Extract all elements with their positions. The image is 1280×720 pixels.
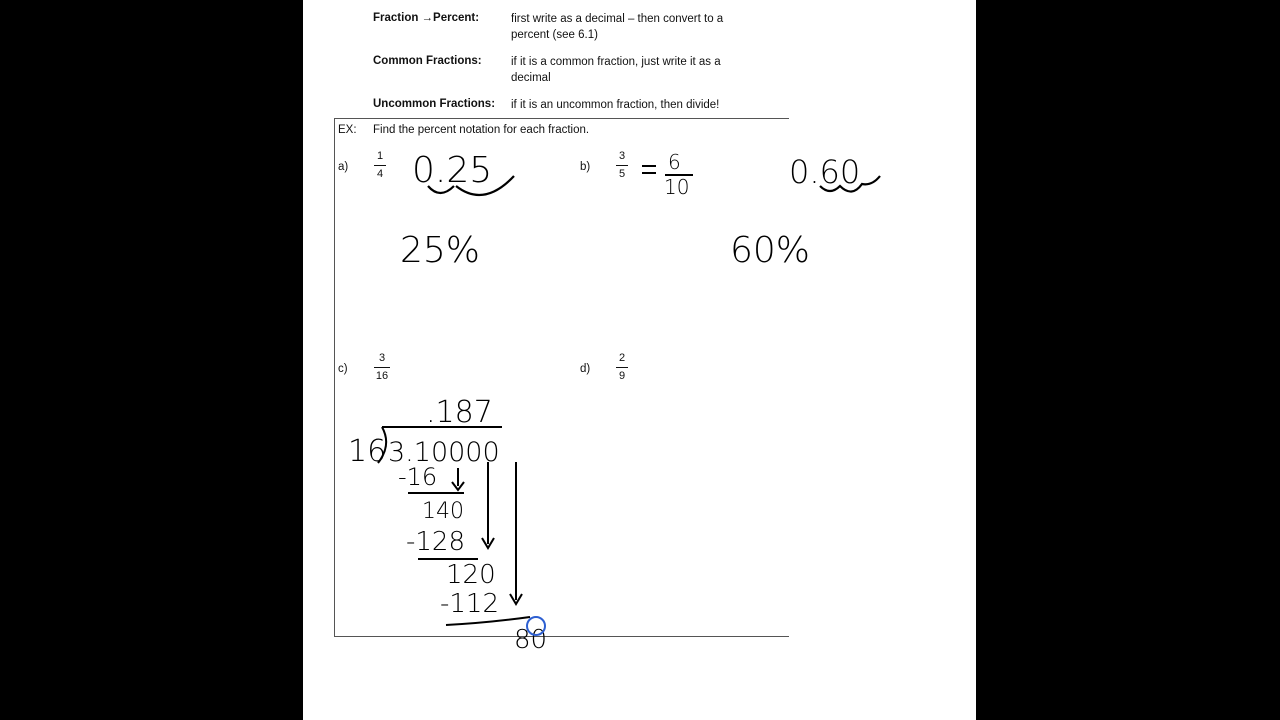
- bring-down-arrow-1: [452, 468, 464, 490]
- rule-label-fraction-percent: Fraction →Percent:: [373, 12, 480, 24]
- hw-c-dividend: 3.10000: [388, 437, 500, 468]
- hw-b-equals: [642, 166, 656, 173]
- hw-a-decimal: 0.25: [412, 150, 493, 191]
- rule-text-fraction-percent: first write as a decimal – then convert to a percent (see 6.1): [511, 13, 724, 41]
- hw-c-remainder1: 140: [422, 499, 464, 524]
- hw-c-step1: -16: [398, 463, 438, 491]
- example-instruction: Find the percent notation for each fraction.: [373, 124, 590, 136]
- hw-c-remainder3: 80: [514, 625, 548, 655]
- hw-c-step2: -128: [406, 527, 466, 557]
- problem-c-label: c): [338, 363, 348, 375]
- problem-c-numerator: 3: [378, 352, 386, 364]
- hw-c-quotient: .187: [426, 395, 493, 430]
- bring-down-arrow-2: [482, 462, 494, 548]
- problem-b-label: b): [580, 161, 591, 173]
- problem-a-numerator: 1: [376, 150, 384, 162]
- rule-text-uncommon-fractions: if it is an uncommon fraction, then divide!: [511, 99, 720, 111]
- problem-b-numerator: 3: [618, 150, 626, 162]
- problem-a-denominator: 4: [376, 168, 384, 180]
- rule-label-common-fractions: Common Fractions:: [373, 55, 482, 67]
- hw-a-percent: 25%: [400, 230, 481, 271]
- problem-d-label: d): [580, 363, 591, 375]
- hw-c-remainder2: 120: [446, 560, 496, 590]
- hw-b-decimal: 0.60: [789, 153, 861, 191]
- rule-text-common-fractions: if it is a common fraction, just write it as a decimal: [511, 56, 721, 84]
- problem-c-denominator: 16: [375, 370, 389, 382]
- hw-b-equiv-numerator: 6: [668, 150, 681, 174]
- example-tag: EX:: [338, 124, 357, 136]
- hw-b-equiv-denominator: 10: [664, 175, 690, 199]
- problem-d-denominator: 9: [618, 370, 626, 382]
- problem-a-label: a): [338, 161, 349, 173]
- hw-c-step3: -112: [440, 589, 500, 619]
- problem-b-denominator: 5: [618, 168, 626, 180]
- rule-label-uncommon-fractions: Uncommon Fractions:: [373, 98, 496, 110]
- problem-d-numerator: 2: [618, 352, 626, 364]
- bring-down-arrow-3: [510, 462, 522, 604]
- hw-c-divisor: 16: [348, 434, 387, 469]
- hw-b-percent: 60%: [730, 230, 811, 271]
